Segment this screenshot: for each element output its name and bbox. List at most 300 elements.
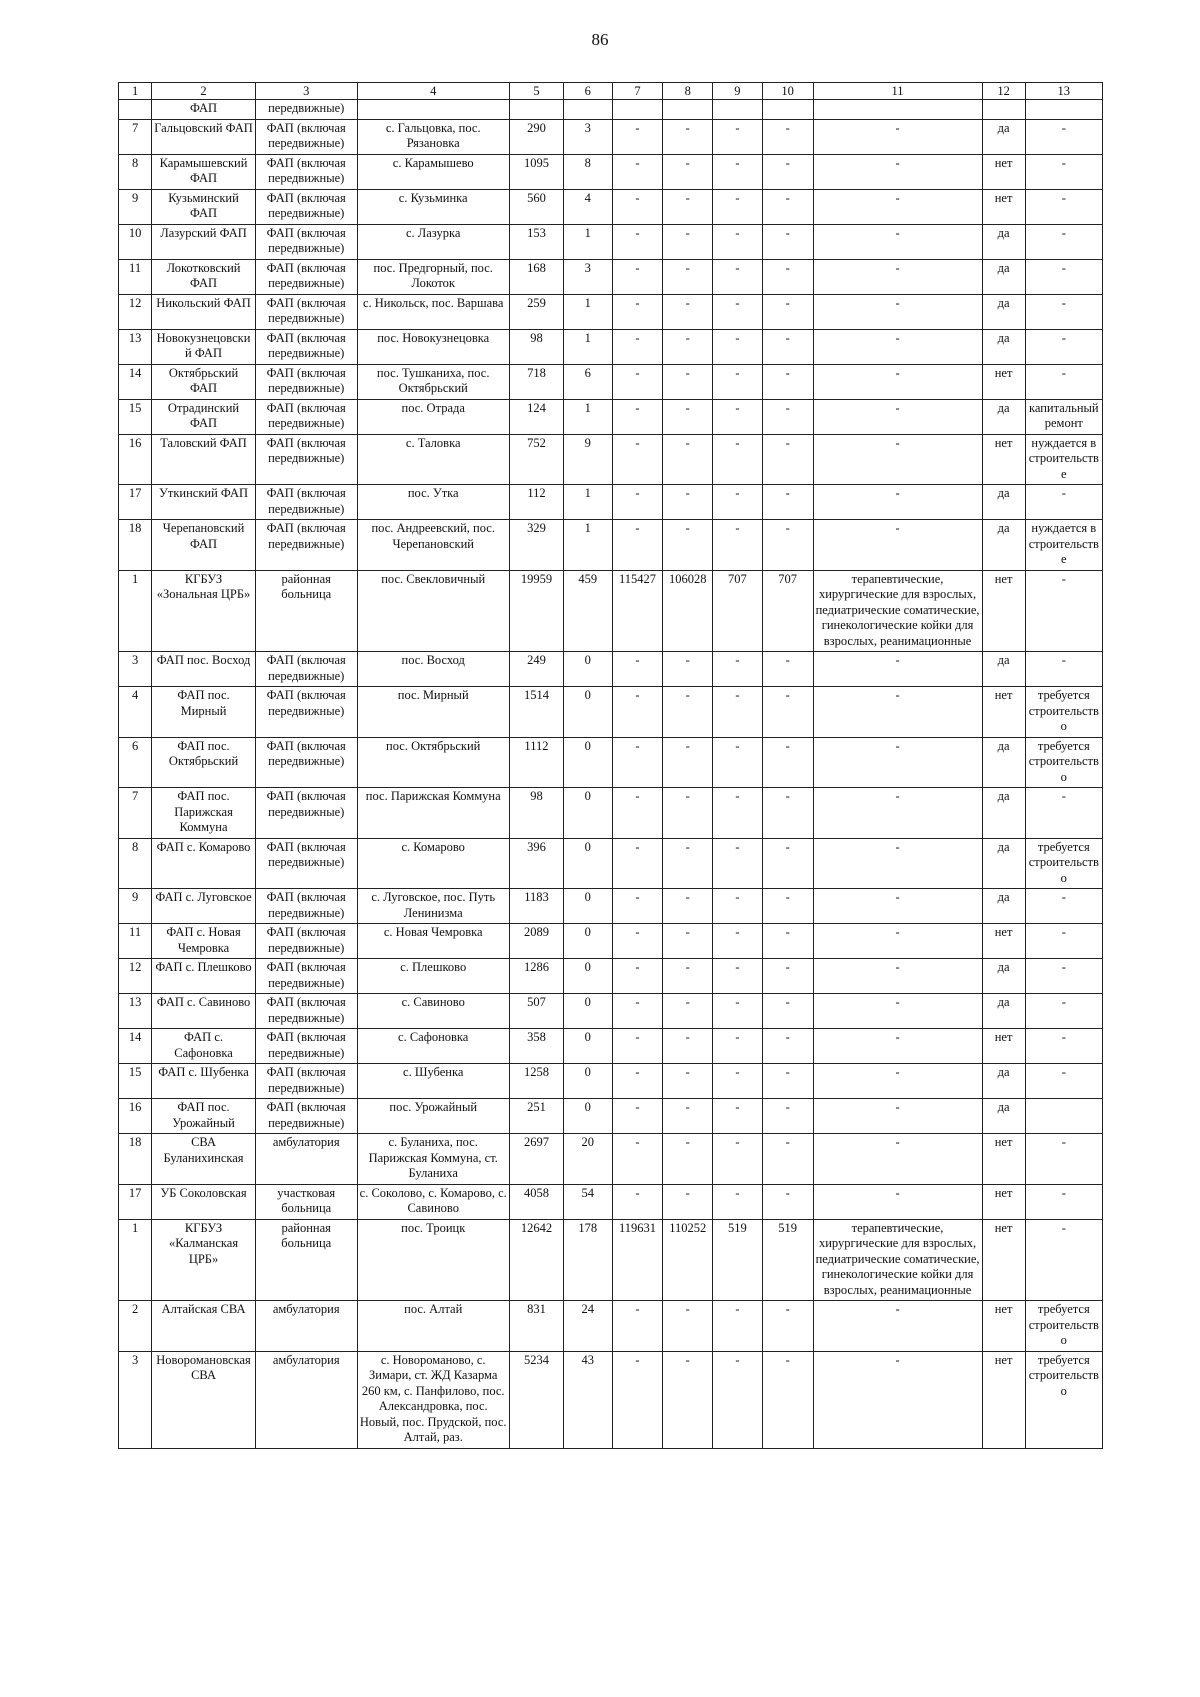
- cell-beds: 24: [564, 1301, 613, 1352]
- cell-c10: -: [762, 154, 813, 189]
- cell-beds: 0: [564, 1064, 613, 1099]
- cell-c9: -: [713, 838, 763, 889]
- cell-name: Лазурский ФАП: [152, 224, 256, 259]
- cell-c8: -: [663, 687, 713, 738]
- cell-c7: [612, 100, 663, 120]
- cell-no: 2: [119, 1301, 152, 1352]
- cell-name: ФАП пос. Парижская Коммуна: [152, 788, 256, 839]
- cell-bed-profiles: -: [813, 329, 982, 364]
- cell-population: 2089: [509, 924, 563, 959]
- cell-note: -: [1025, 652, 1102, 687]
- cell-c9: -: [713, 1351, 763, 1448]
- table-row: [119, 1099, 1103, 1134]
- cell-c9: -: [713, 399, 763, 434]
- cell-beds: 20: [564, 1134, 613, 1185]
- table-row: [119, 788, 1103, 839]
- table-row: [119, 687, 1103, 738]
- cell-settlements: пос. Мирный: [357, 687, 509, 738]
- cell-c10: -: [762, 924, 813, 959]
- cell-no: 9: [119, 189, 152, 224]
- cell-beds: 1: [564, 520, 613, 571]
- cell-beds: 9: [564, 434, 613, 485]
- cell-settlements: с. Новая Чемровка: [357, 924, 509, 959]
- cell-population: 124: [509, 399, 563, 434]
- cell-note: -: [1025, 224, 1102, 259]
- cell-c10: -: [762, 1184, 813, 1219]
- cell-population: 1183: [509, 889, 563, 924]
- cell-c9: -: [713, 1134, 763, 1185]
- cell-c10: -: [762, 959, 813, 994]
- cell-population: 168: [509, 259, 563, 294]
- cell-c9: -: [713, 788, 763, 839]
- cell-type: ФАП (включая передвижные): [255, 737, 357, 788]
- cell-type: ФАП (включая передвижные): [255, 485, 357, 520]
- cell-c8: -: [663, 889, 713, 924]
- cell-c9: -: [713, 1099, 763, 1134]
- cell-beds: 0: [564, 737, 613, 788]
- header-cell-6: 6: [564, 83, 613, 100]
- cell-settlements: пос. Восход: [357, 652, 509, 687]
- cell-c8: -: [663, 1301, 713, 1352]
- cell-bed-profiles: -: [813, 838, 982, 889]
- cell-settlements: пос. Урожайный: [357, 1099, 509, 1134]
- header-cell-2: 2: [152, 83, 256, 100]
- cell-beds: 1: [564, 329, 613, 364]
- cell-beds: 459: [564, 570, 613, 652]
- cell-c10: -: [762, 259, 813, 294]
- cell-note: -: [1025, 364, 1102, 399]
- cell-c7: -: [612, 889, 663, 924]
- cell-c7: -: [612, 364, 663, 399]
- cell-c9: 519: [713, 1219, 763, 1301]
- cell-no: 12: [119, 959, 152, 994]
- cell-c10: -: [762, 119, 813, 154]
- cell-flag: да: [982, 329, 1025, 364]
- cell-flag: да: [982, 652, 1025, 687]
- cell-type: амбулатория: [255, 1351, 357, 1448]
- cell-no: 8: [119, 154, 152, 189]
- cell-note: -: [1025, 329, 1102, 364]
- cell-c7: 119631: [612, 1219, 663, 1301]
- cell-c10: -: [762, 434, 813, 485]
- cell-note: -: [1025, 788, 1102, 839]
- cell-c7: -: [612, 224, 663, 259]
- cell-c8: -: [663, 1064, 713, 1099]
- cell-c9: -: [713, 119, 763, 154]
- cell-population: 12642: [509, 1219, 563, 1301]
- cell-c10: -: [762, 889, 813, 924]
- cell-c10: -: [762, 294, 813, 329]
- cell-c8: -: [663, 1134, 713, 1185]
- cell-no: 11: [119, 924, 152, 959]
- cell-settlements: с. Кузьминка: [357, 189, 509, 224]
- table-row: [119, 1134, 1103, 1185]
- cell-note: требуется строительство: [1025, 737, 1102, 788]
- cell-settlements: пос. Андреевский, пос. Черепановский: [357, 520, 509, 571]
- cell-c8: -: [663, 838, 713, 889]
- cell-flag: нет: [982, 1219, 1025, 1301]
- cell-c9: 707: [713, 570, 763, 652]
- cell-note: нуждается в строительстве: [1025, 434, 1102, 485]
- cell-flag: да: [982, 294, 1025, 329]
- cell-c7: -: [612, 1029, 663, 1064]
- cell-bed-profiles: -: [813, 259, 982, 294]
- cell-name: Гальцовский ФАП: [152, 119, 256, 154]
- cell-c7: -: [612, 399, 663, 434]
- table-row: [119, 570, 1103, 652]
- cell-c8: 110252: [663, 1219, 713, 1301]
- cell-type: амбулатория: [255, 1134, 357, 1185]
- cell-note: [1025, 1099, 1102, 1134]
- cell-bed-profiles: -: [813, 737, 982, 788]
- cell-name: КГБУЗ «Зональная ЦРБ»: [152, 570, 256, 652]
- cell-c7: -: [612, 189, 663, 224]
- cell-population: 329: [509, 520, 563, 571]
- cell-type: ФАП (включая передвижные): [255, 259, 357, 294]
- cell-no: 11: [119, 259, 152, 294]
- table-row: [119, 329, 1103, 364]
- cell-population: 1514: [509, 687, 563, 738]
- cell-c9: -: [713, 1029, 763, 1064]
- cell-beds: 0: [564, 652, 613, 687]
- facilities-table: [118, 82, 1103, 1449]
- cell-population: 1095: [509, 154, 563, 189]
- cell-c7: -: [612, 959, 663, 994]
- cell-no: 7: [119, 788, 152, 839]
- cell-type: ФАП (включая передвижные): [255, 329, 357, 364]
- cell-c10: -: [762, 737, 813, 788]
- cell-c8: -: [663, 294, 713, 329]
- table-row: [119, 154, 1103, 189]
- cell-name: ФАП с. Сафоновка: [152, 1029, 256, 1064]
- cell-name: Алтайская СВА: [152, 1301, 256, 1352]
- cell-beds: [564, 100, 613, 120]
- cell-type: ФАП (включая передвижные): [255, 652, 357, 687]
- cell-type: ФАП (включая передвижные): [255, 889, 357, 924]
- cell-beds: 0: [564, 687, 613, 738]
- cell-population: 112: [509, 485, 563, 520]
- cell-bed-profiles: -: [813, 224, 982, 259]
- cell-c8: -: [663, 485, 713, 520]
- cell-no: 1: [119, 570, 152, 652]
- cell-bed-profiles: -: [813, 1351, 982, 1448]
- cell-beds: 6: [564, 364, 613, 399]
- cell-name: Локотковский ФАП: [152, 259, 256, 294]
- cell-c8: -: [663, 994, 713, 1029]
- cell-population: 1258: [509, 1064, 563, 1099]
- cell-beds: 0: [564, 959, 613, 994]
- cell-flag: да: [982, 959, 1025, 994]
- cell-note: капитальный ремонт: [1025, 399, 1102, 434]
- cell-settlements: пос. Парижская Коммуна: [357, 788, 509, 839]
- header-cell-8: 8: [663, 83, 713, 100]
- cell-settlements: пос. Тушканиха, пос. Октябрьский: [357, 364, 509, 399]
- cell-c7: 115427: [612, 570, 663, 652]
- cell-beds: 4: [564, 189, 613, 224]
- cell-c7: -: [612, 520, 663, 571]
- cell-note: -: [1025, 994, 1102, 1029]
- cell-settlements: пос. Алтай: [357, 1301, 509, 1352]
- cell-c7: -: [612, 1184, 663, 1219]
- header-cell-1: 1: [119, 83, 152, 100]
- cell-c10: -: [762, 1099, 813, 1134]
- cell-note: требуется строительство: [1025, 838, 1102, 889]
- table-row: [119, 119, 1103, 154]
- cell-name: ФАП с. Савиново: [152, 994, 256, 1029]
- cell-no: 16: [119, 434, 152, 485]
- cell-no: 10: [119, 224, 152, 259]
- table-row: [119, 994, 1103, 1029]
- cell-c7: -: [612, 485, 663, 520]
- cell-settlements: с. Шубенка: [357, 1064, 509, 1099]
- cell-no: 15: [119, 399, 152, 434]
- cell-name: Новокузнецовский ФАП: [152, 329, 256, 364]
- cell-flag: да: [982, 224, 1025, 259]
- cell-beds: 0: [564, 1099, 613, 1134]
- cell-c8: -: [663, 434, 713, 485]
- cell-bed-profiles: терапевтические, хирургические для взрослых, педиатрические соматические, гинекологические койки для взрослых, реанимационные: [813, 570, 982, 652]
- cell-settlements: с. Луговское, пос. Путь Ленинизма: [357, 889, 509, 924]
- cell-note: [1025, 100, 1102, 120]
- cell-c8: -: [663, 399, 713, 434]
- table-row: [119, 434, 1103, 485]
- cell-flag: да: [982, 889, 1025, 924]
- cell-c7: -: [612, 924, 663, 959]
- cell-c10: -: [762, 994, 813, 1029]
- cell-type: ФАП (включая передвижные): [255, 959, 357, 994]
- cell-type: ФАП (включая передвижные): [255, 687, 357, 738]
- cell-beds: 0: [564, 788, 613, 839]
- cell-note: -: [1025, 154, 1102, 189]
- cell-c9: -: [713, 294, 763, 329]
- cell-no: 16: [119, 1099, 152, 1134]
- cell-bed-profiles: -: [813, 994, 982, 1029]
- cell-population: 98: [509, 329, 563, 364]
- cell-bed-profiles: -: [813, 687, 982, 738]
- cell-bed-profiles: -: [813, 189, 982, 224]
- cell-no: 12: [119, 294, 152, 329]
- cell-note: требуется строительство: [1025, 1351, 1102, 1448]
- cell-c9: -: [713, 1184, 763, 1219]
- cell-flag: да: [982, 520, 1025, 571]
- cell-c8: -: [663, 1184, 713, 1219]
- cell-no: [119, 100, 152, 120]
- cell-c9: -: [713, 154, 763, 189]
- cell-beds: 1: [564, 399, 613, 434]
- cell-c8: -: [663, 224, 713, 259]
- cell-name: Никольский ФАП: [152, 294, 256, 329]
- cell-no: 3: [119, 652, 152, 687]
- cell-population: 249: [509, 652, 563, 687]
- cell-population: 507: [509, 994, 563, 1029]
- cell-c9: -: [713, 189, 763, 224]
- table-row: [119, 259, 1103, 294]
- cell-flag: да: [982, 1064, 1025, 1099]
- cell-note: -: [1025, 1184, 1102, 1219]
- cell-name: ФАП с. Плешково: [152, 959, 256, 994]
- cell-c10: -: [762, 329, 813, 364]
- cell-type: ФАП (включая передвижные): [255, 399, 357, 434]
- cell-no: 17: [119, 485, 152, 520]
- cell-beds: 3: [564, 259, 613, 294]
- table-row: [119, 100, 1103, 120]
- cell-c7: -: [612, 154, 663, 189]
- cell-population: 290: [509, 119, 563, 154]
- cell-no: 17: [119, 1184, 152, 1219]
- cell-flag: да: [982, 119, 1025, 154]
- cell-c9: -: [713, 364, 763, 399]
- cell-note: -: [1025, 924, 1102, 959]
- cell-c8: -: [663, 737, 713, 788]
- cell-note: -: [1025, 889, 1102, 924]
- cell-type: ФАП (включая передвижные): [255, 924, 357, 959]
- cell-name: ФАП пос. Мирный: [152, 687, 256, 738]
- table-row: [119, 224, 1103, 259]
- cell-name: Кузьминский ФАП: [152, 189, 256, 224]
- cell-note: -: [1025, 294, 1102, 329]
- cell-flag: да: [982, 485, 1025, 520]
- cell-note: требуется строительство: [1025, 687, 1102, 738]
- cell-name: СВА Буланихинская: [152, 1134, 256, 1185]
- cell-type: ФАП (включая передвижные): [255, 154, 357, 189]
- cell-flag: да: [982, 994, 1025, 1029]
- cell-c7: -: [612, 1301, 663, 1352]
- cell-no: 7: [119, 119, 152, 154]
- cell-c10: -: [762, 838, 813, 889]
- cell-bed-profiles: -: [813, 1099, 982, 1134]
- cell-c9: -: [713, 520, 763, 571]
- cell-name: Черепановский ФАП: [152, 520, 256, 571]
- cell-c8: -: [663, 1099, 713, 1134]
- cell-population: 153: [509, 224, 563, 259]
- cell-c8: -: [663, 788, 713, 839]
- cell-settlements: пос. Свекловичный: [357, 570, 509, 652]
- cell-c9: -: [713, 652, 763, 687]
- cell-type: ФАП (включая передвижные): [255, 838, 357, 889]
- cell-c9: -: [713, 259, 763, 294]
- page-number: 86: [591, 30, 609, 49]
- cell-c8: [663, 100, 713, 120]
- cell-type: ФАП (включая передвижные): [255, 434, 357, 485]
- header-cell-13: 13: [1025, 83, 1102, 100]
- cell-c8: -: [663, 1351, 713, 1448]
- cell-settlements: с. Савиново: [357, 994, 509, 1029]
- cell-no: 14: [119, 364, 152, 399]
- cell-no: 14: [119, 1029, 152, 1064]
- table-row: [119, 1301, 1103, 1352]
- cell-population: 1112: [509, 737, 563, 788]
- cell-type: ФАП (включая передвижные): [255, 520, 357, 571]
- cell-type: ФАП (включая передвижные): [255, 994, 357, 1029]
- cell-c10: -: [762, 1351, 813, 1448]
- cell-beds: 0: [564, 994, 613, 1029]
- cell-c7: -: [612, 294, 663, 329]
- table-header-row: [119, 83, 1103, 100]
- cell-c8: -: [663, 189, 713, 224]
- table-row: [119, 838, 1103, 889]
- cell-name: Уткинский ФАП: [152, 485, 256, 520]
- cell-c10: -: [762, 399, 813, 434]
- cell-type: ФАП (включая передвижные): [255, 189, 357, 224]
- cell-c8: -: [663, 924, 713, 959]
- cell-flag: нет: [982, 154, 1025, 189]
- cell-no: 3: [119, 1351, 152, 1448]
- cell-beds: 0: [564, 889, 613, 924]
- cell-c7: -: [612, 652, 663, 687]
- cell-bed-profiles: -: [813, 652, 982, 687]
- cell-type: ФАП (включая передвижные): [255, 1029, 357, 1064]
- cell-c8: -: [663, 652, 713, 687]
- cell-settlements: с. Карамышево: [357, 154, 509, 189]
- cell-note: -: [1025, 570, 1102, 652]
- cell-c9: -: [713, 485, 763, 520]
- cell-bed-profiles: -: [813, 364, 982, 399]
- cell-note: -: [1025, 485, 1102, 520]
- cell-name: ФАП пос. Восход: [152, 652, 256, 687]
- cell-name: Новоромановская СВА: [152, 1351, 256, 1448]
- cell-bed-profiles: [813, 100, 982, 120]
- cell-c8: 106028: [663, 570, 713, 652]
- cell-bed-profiles: -: [813, 959, 982, 994]
- cell-note: -: [1025, 1219, 1102, 1301]
- cell-note: -: [1025, 1064, 1102, 1099]
- cell-c10: -: [762, 1064, 813, 1099]
- cell-type: ФАП (включая передвижные): [255, 294, 357, 329]
- cell-flag: нет: [982, 687, 1025, 738]
- cell-population: 259: [509, 294, 563, 329]
- cell-name: КГБУЗ «Калманская ЦРБ»: [152, 1219, 256, 1301]
- cell-c8: -: [663, 520, 713, 571]
- cell-bed-profiles: -: [813, 154, 982, 189]
- table-row: [119, 1219, 1103, 1301]
- cell-population: 2697: [509, 1134, 563, 1185]
- cell-flag: нет: [982, 1029, 1025, 1064]
- cell-c10: -: [762, 652, 813, 687]
- cell-type: передвижные): [255, 100, 357, 120]
- cell-population: 251: [509, 1099, 563, 1134]
- cell-settlements: с. Буланиха, пос. Парижская Коммуна, ст. Буланиха: [357, 1134, 509, 1185]
- cell-bed-profiles: -: [813, 485, 982, 520]
- cell-no: 6: [119, 737, 152, 788]
- cell-beds: 178: [564, 1219, 613, 1301]
- header-cell-7: 7: [612, 83, 663, 100]
- cell-settlements: пос. Новокузнецовка: [357, 329, 509, 364]
- cell-note: -: [1025, 259, 1102, 294]
- cell-c7: -: [612, 1134, 663, 1185]
- table-row: [119, 399, 1103, 434]
- table-row: [119, 959, 1103, 994]
- cell-c7: -: [612, 1099, 663, 1134]
- cell-bed-profiles: -: [813, 520, 982, 571]
- cell-c7: -: [612, 994, 663, 1029]
- table-row: [119, 1351, 1103, 1448]
- cell-c9: -: [713, 329, 763, 364]
- cell-flag: нет: [982, 434, 1025, 485]
- cell-bed-profiles: -: [813, 1029, 982, 1064]
- cell-population: 358: [509, 1029, 563, 1064]
- cell-c7: -: [612, 687, 663, 738]
- cell-note: -: [1025, 119, 1102, 154]
- cell-note: -: [1025, 189, 1102, 224]
- cell-type: ФАП (включая передвижные): [255, 224, 357, 259]
- cell-name: УБ Соколовская: [152, 1184, 256, 1219]
- cell-c7: -: [612, 259, 663, 294]
- cell-flag: да: [982, 838, 1025, 889]
- cell-name: ФАП с. Шубенка: [152, 1064, 256, 1099]
- cell-c7: -: [612, 788, 663, 839]
- cell-c7: -: [612, 1064, 663, 1099]
- cell-flag: нет: [982, 1301, 1025, 1352]
